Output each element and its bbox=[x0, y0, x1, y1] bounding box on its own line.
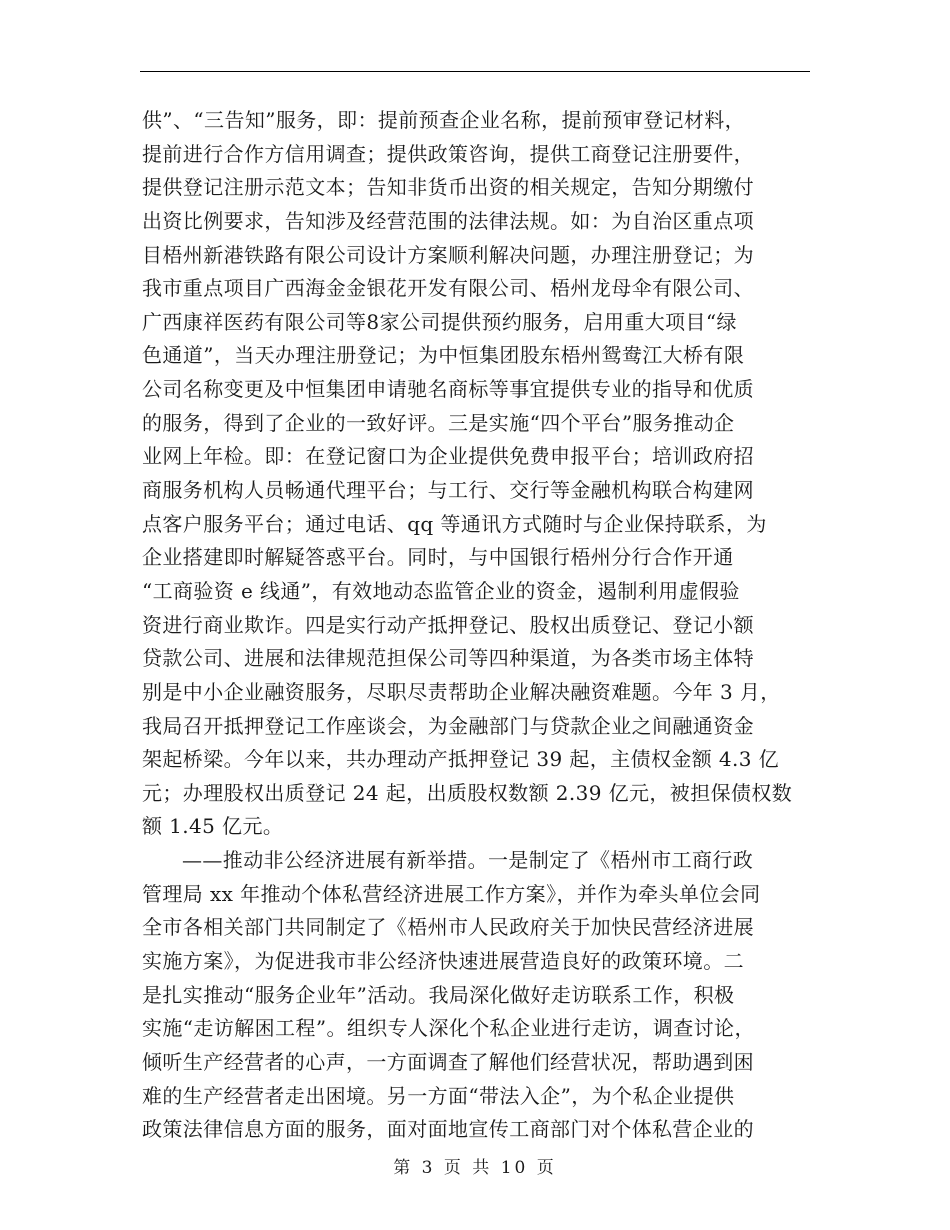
text-line: 广西康祥医药有限公司等8家公司提供预约服务，启用重大项目“绿 bbox=[142, 309, 737, 334]
text-line: 架起桥梁。今年以来，共办理动产抵押登记 39 起，主债权金额 4.3 亿 bbox=[142, 747, 780, 772]
text-line: 提前进行合作方信用调查；提供政策咨询，提供工商登记注册要件， bbox=[142, 141, 754, 166]
text-line: 难的生产经营者走出困境。另一方面“带法入企”，为个私企业提供 bbox=[142, 1083, 735, 1108]
text-line: 的服务，得到了企业的一致好评。三是实施“四个平台”服务推动企 bbox=[142, 410, 735, 435]
text-line: 出资比例要求，告知涉及经营范围的法律法规。如：为自治区重点项 bbox=[142, 208, 754, 233]
text-line: 政策法律信息方面的服务，面对面地宣传工商部门对个体私营企业的 bbox=[142, 1117, 754, 1142]
text-line: 商服务机构人员畅通代理平台；与工行、交行等金融机构联合构建网 bbox=[142, 478, 754, 503]
text-line: 是扎实推动“服务企业年”活动。我局深化做好走访联系工作，积极 bbox=[142, 982, 735, 1007]
text-line: 色通道”，当天办理注册登记；为中恒集团股东梧州鸳鸯江大桥有限 bbox=[142, 343, 745, 368]
text-line: 公司名称变更及中恒集团申请驰名商标等事宜提供专业的指导和优质 bbox=[142, 377, 754, 402]
text-line: 实施方案》，为促进我市非公经济快速进展营造良好的政策环境。二 bbox=[142, 949, 744, 974]
text-line: 别是中小企业融资服务，尽职尽责帮助企业解决融资难题。今年 3 月， bbox=[142, 679, 781, 704]
text-line: 元；办理股权出质登记 24 起，出质股权数额 2.39 亿元，被担保债权数 bbox=[142, 780, 793, 805]
text-line: 资进行商业欺诈。四是实行动产抵押登记、股权出质登记、登记小额 bbox=[142, 612, 754, 637]
body-text bbox=[142, 104, 812, 1147]
header-rule bbox=[140, 71, 810, 72]
paragraph-start-line: ——推动非公经济进展有新举措。一是制定了《梧州市工商行政 bbox=[182, 848, 754, 873]
page-number-footer: 第 3 页 共 10 页 bbox=[393, 1158, 557, 1178]
text-line: 目梧州新港铁路有限公司设计方案顺利解决问题，办理注册登记；为 bbox=[142, 242, 754, 267]
text-line: 点客户服务平台；通过电话、qq 等通讯方式随时与企业保持联系，为 bbox=[142, 511, 767, 536]
text-line: 额 1.45 亿元。 bbox=[142, 814, 284, 839]
text-line: 我市重点项目广西海金金银花开发有限公司、梧州龙母伞有限公司、 bbox=[142, 276, 754, 301]
text-line: 贷款公司、进展和法律规范担保公司等四种渠道，为各类市场主体特 bbox=[142, 646, 754, 671]
text-line: 管理局 xx 年推动个体私营经济进展工作方案》，并作为牵头单位会同 bbox=[142, 881, 761, 906]
text-line: 我局召开抵押登记工作座谈会，为金融部门与贷款企业之间融通资金 bbox=[142, 713, 754, 738]
text-line: 提供登记注册示范文本；告知非货币出资的相关规定，告知分期缴付 bbox=[142, 175, 754, 200]
text-line: 业网上年检。即：在登记窗口为企业提供免费申报平台；培训政府招 bbox=[142, 444, 754, 469]
text-line: 全市各相关部门共同制定了《梧州市人民政府关于加快民营经济进展 bbox=[142, 915, 754, 940]
text-line: 实施“走访解困工程”。组织专人深化个私企业进行走访，调查讨论， bbox=[142, 1016, 755, 1041]
text-line: 倾听生产经营者的心声，一方面调查了解他们经营状况，帮助遇到困 bbox=[142, 1049, 754, 1074]
text-line: 供”、“三告知”服务，即：提前预查企业名称，提前预审登记材料， bbox=[142, 108, 746, 132]
text-line: “工商验资 e 线通”，有效地动态监管企业的资金，遏制利用虚假验 bbox=[142, 578, 740, 603]
text-line: 企业搭建即时解疑答惑平台。同时，与中国银行梧州分行合作开通 bbox=[142, 545, 734, 570]
